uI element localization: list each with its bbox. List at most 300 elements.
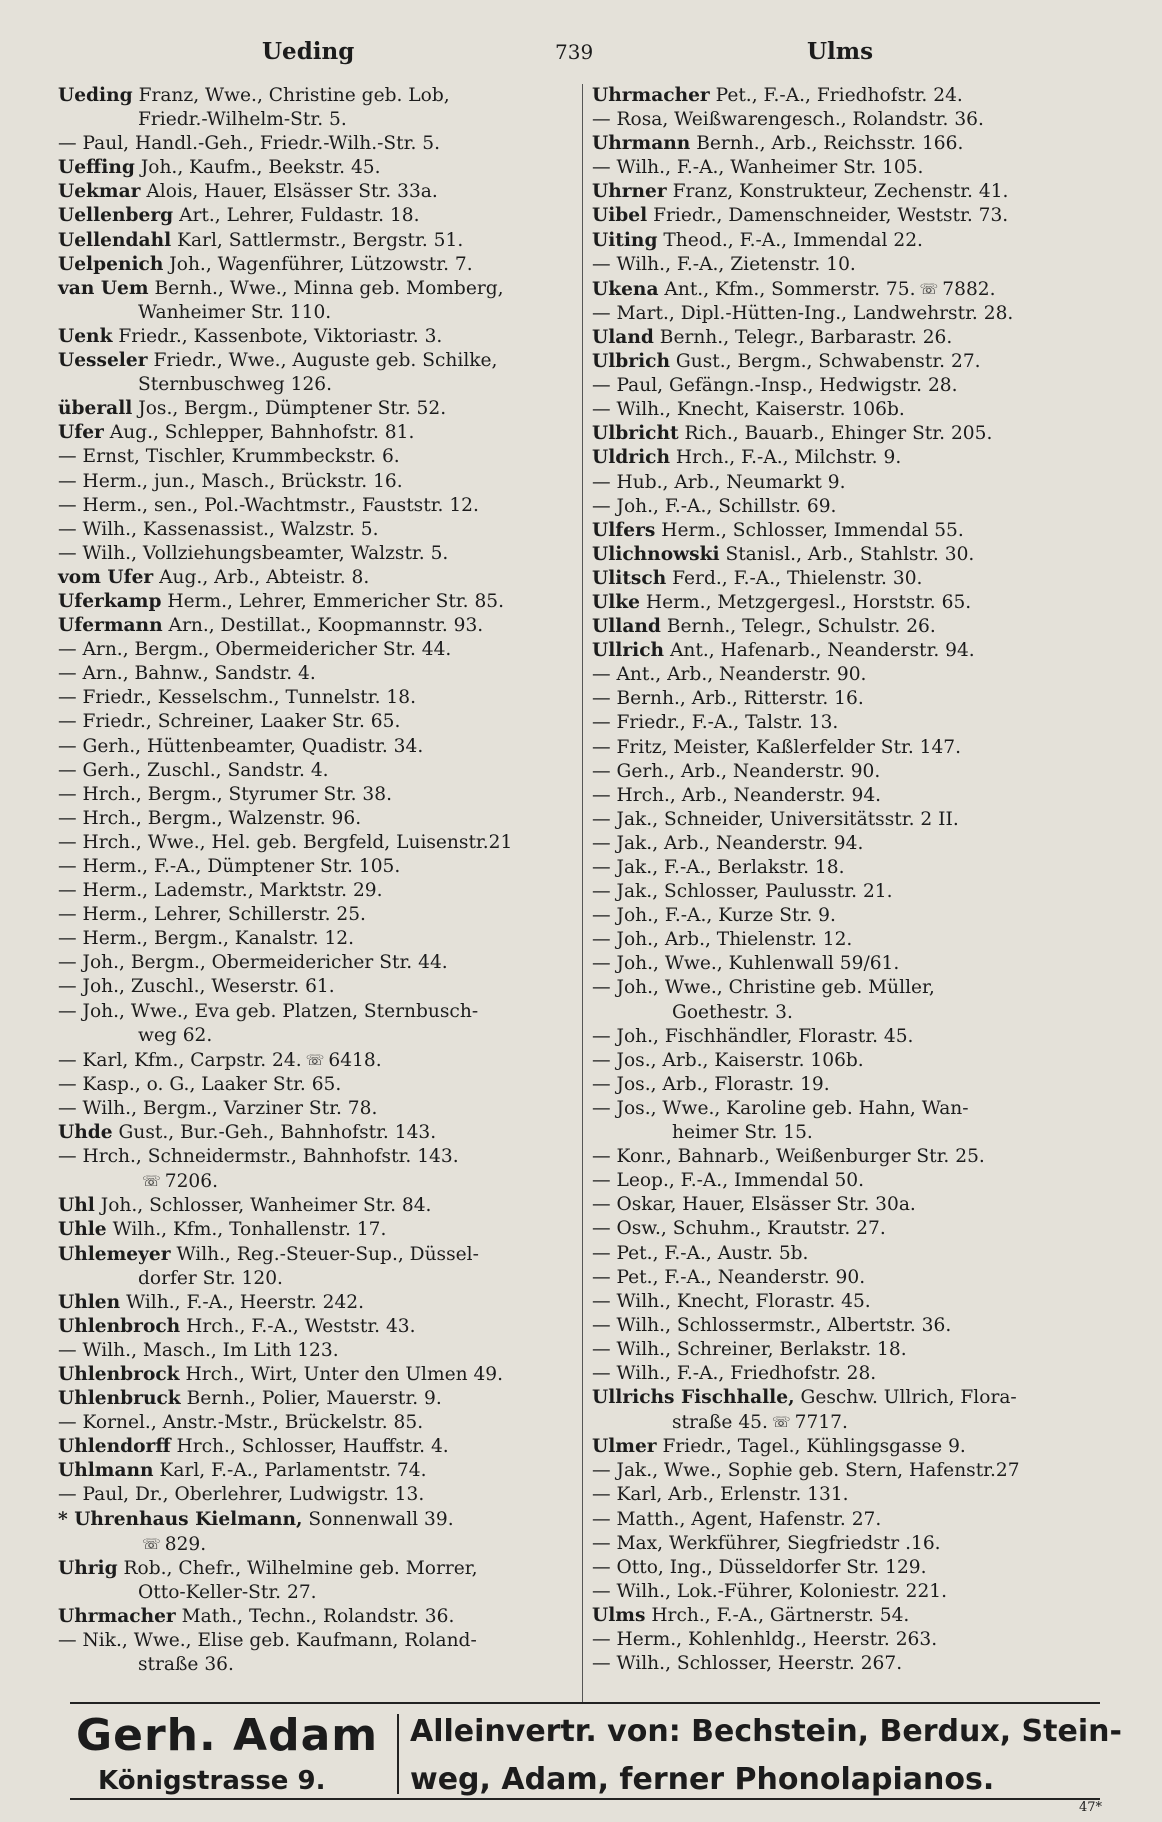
entry-text: Herm., Lehrer, Emmericher Str. 85. [167,590,505,612]
entry-text: — Mart., Dipl.-Hütten-Ing., Landwehrstr. 28. [592,302,1014,324]
entry-surname: * Uhrenhaus Kielmann, [58,1508,303,1530]
directory-entry [592,446,1117,470]
directory-entry [58,686,578,710]
entry-text: Ant., Kfm., Sommerstr. 75. [664,278,916,300]
entry-text: — Paul, Gefängn.-Insp., Hedwigstr. 28. [592,375,958,397]
entry-text: Joh., Schlosser, Wanheimer Str. 84. [100,1195,432,1217]
entry-surname: Ukena [592,278,659,300]
entry-text: — Hrch., Bergm., Styrumer Str. 38. [58,783,393,805]
directory-entry [592,663,1117,687]
directory-entry [58,1073,578,1097]
directory-entry [58,301,578,325]
entry-surname: Uhlemeyer [58,1243,171,1265]
entry-text: — Matth., Agent, Hafenstr. 27. [592,1508,882,1530]
entry-text: — Herm., Lademstr., Marktstr. 29. [58,880,383,902]
directory-entry [58,1411,578,1435]
telephone-number: 7206. [164,1171,218,1193]
entry-surname: Uhlenbrock [58,1363,180,1385]
directory-entry [592,784,1117,808]
directory-entry [592,1386,1117,1410]
directory-entry [592,1410,1117,1435]
entry-text: Ant., Hafenarb., Neanderstr. 94. [669,640,975,662]
directory-entry [592,976,1117,1000]
entry-text: Bernh., Telegr., Barbarastr. 26. [659,326,953,348]
directory-entry [592,1483,1117,1507]
directory-entry [58,1483,578,1507]
directory-entry [592,1097,1117,1121]
ad-line-1: Alleinvertr. von: Bechstein, Berdux, Stein- [410,1714,1122,1749]
directory-entry [58,1267,578,1291]
directory-entry [592,108,1117,132]
directory-entry [58,759,578,783]
directory-entry [58,614,578,638]
entry-surname: Ulfers [592,519,656,541]
entry-text: Sternbuschweg 126. [138,374,333,396]
directory-entry [592,132,1117,156]
directory-entry [592,928,1117,952]
directory-entry [592,591,1117,615]
entry-text: — Wilh., Bergm., Varziner Str. 78. [58,1097,378,1119]
directory-entry [592,350,1117,374]
entry-text: Hrch., F.-A., Gärtnerstr. 54. [651,1604,910,1626]
entry-surname: Ulitsch [592,567,667,589]
entry-text: — Pet., F.-A., Neanderstr. 90. [592,1266,866,1288]
directory-entry [58,1532,578,1557]
entry-text: — Hub., Arb., Neumarkt 9. [592,471,846,493]
entry-text: — Joh., Wwe., Kuhlenwall 59/61. [592,953,900,975]
directory-entry [592,1145,1117,1169]
directory-entry [58,542,578,566]
entry-surname: Uhrmacher [58,1605,176,1627]
directory-entry [592,229,1117,253]
directory-entry [592,1556,1117,1580]
directory-entry [58,566,578,590]
page-number: 739 [555,40,594,64]
entry-surname: Uhlenbroch [58,1315,181,1337]
entry-text: Sonnenwall 39. [308,1508,454,1530]
directory-entry [58,951,578,975]
entry-text: Hrch., F.-A., Milchstr. 9. [675,447,902,469]
entry-text: — Wilh., Schreiner, Berlakstr. 18. [592,1338,907,1360]
directory-entry [58,1605,578,1629]
entry-surname: van Uem [58,277,149,299]
telephone-icon: ☏ [305,1050,325,1069]
entry-text: Herm., Metzgergesl., Horststr. 65. [645,591,972,613]
entry-text: Friedr.-Wilhelm-Str. 5. [138,109,347,131]
entry-text: — Joh., Wwe., Eva geb. Platzen, Sternbusch- [58,1000,479,1022]
directory-entry [58,1387,578,1411]
telephone-icon: ☏ [919,279,939,298]
entry-text: — Hrch., Wwe., Hel. geb. Bergfeld, Luisenstr.21 [58,831,513,853]
directory-entry [58,277,578,301]
entry-text: Franz, Konstrukteur, Zechenstr. 41. [672,181,1009,203]
entry-surname: Uelpenich [58,253,164,275]
entry-text: — Jos., Wwe., Karoline geb. Hahn, Wan- [592,1097,969,1119]
entry-text: — Friedr., F.-A., Talstr. 13. [592,712,839,734]
directory-entry [592,326,1117,350]
entry-surname: Ulbricht [592,423,679,445]
entry-text: Ferd., F.-A., Thielenstr. 30. [672,567,923,589]
entry-text: Wilh., Kfm., Tonhallenstr. 17. [112,1219,387,1241]
entry-surname: überall [58,398,133,420]
directory-entry [58,1508,578,1532]
directory-entry [592,302,1117,326]
entry-text: Gust., Bergm., Schwabenstr. 27. [675,351,981,373]
entry-text: — Kornel., Anstr.-Mstr., Brückelstr. 85. [58,1412,424,1434]
directory-entry [58,1218,578,1242]
directory-entry [592,1193,1117,1217]
directory-entry [58,1581,578,1605]
entry-text: — Paul, Dr., Oberlehrer, Ludwigstr. 13. [58,1484,425,1506]
directory-entry [592,880,1117,904]
ad-bottom-rule [70,1798,1100,1800]
telephone-number: 829. [164,1533,207,1555]
entry-surname: Uhl [58,1195,95,1217]
entry-text: — Hrch., Bergm., Walzenstr. 96. [58,807,362,829]
telephone-icon: ☏ [142,1534,161,1553]
directory-entry [58,879,578,903]
entry-text: — Nik., Wwe., Elise geb. Kaufmann, Roland- [58,1630,477,1651]
directory-entry [592,904,1117,928]
entry-text: weg 62. [138,1024,213,1046]
directory-entry [592,1169,1117,1193]
directory-entry [592,1652,1117,1676]
entry-text: — Ant., Arb., Neanderstr. 90. [592,664,867,686]
entry-surname: vom Ufer [58,566,154,588]
directory-entry [58,807,578,831]
directory-entry [58,1363,578,1387]
directory-entry [592,1290,1117,1314]
entry-text: — Ernst, Tischler, Krummbeckstr. 6. [58,446,400,468]
entry-text: — Osw., Schuhm., Krautstr. 27. [592,1218,886,1240]
entry-text: — Friedr., Kesselschm., Tunnelstr. 18. [58,687,416,709]
entry-text: — Bernh., Arb., Ritterstr. 16. [592,688,864,710]
entry-surname: Uferkamp [58,590,162,612]
entry-surname: Uhlmann [58,1460,154,1482]
directory-entry [592,1532,1117,1556]
directory-entry [592,1314,1117,1338]
entry-text: — Joh., Fischhändler, Florastr. 45. [592,1025,914,1047]
entry-text: — Herm., jun., Masch., Brückstr. 16. [58,470,403,492]
entry-text: Wilh., F.-A., Heerstr. 242. [126,1291,365,1313]
entry-text: — Max, Werkführer, Siegfriedstr .16. [592,1532,941,1554]
entry-text: Friedr., Damenschneider, Weststr. 73. [653,205,1009,227]
telephone-number: 6418. [328,1049,382,1071]
entry-text: — Herm., F.-A., Dümptener Str. 105. [58,856,401,877]
entry-text: Stanisl., Arb., Stahlstr. 30. [725,543,975,565]
directory-entry [592,567,1117,591]
directory-entry [58,1435,578,1459]
entry-text: Goethestr. 3. [672,1001,793,1023]
directory-entry [592,1362,1117,1386]
entry-text: — Gerh., Hüttenbeamter, Quadistr. 34. [58,735,424,757]
entry-text: — Karl, Kfm., Carpstr. 24. [58,1049,302,1071]
directory-entry [592,808,1117,832]
entry-surname: Uhrig [58,1557,118,1579]
directory-entry [592,856,1117,880]
entry-text: — Kasp., o. G., Laaker Str. 65. [58,1073,342,1095]
directory-entry [58,1145,578,1169]
entry-text: Aug., Schlepper, Bahnhofstr. 81. [109,422,415,444]
entry-text: Math., Techn., Rolandstr. 36. [181,1605,455,1627]
entry-surname: Uibel [592,205,648,227]
directory-entry [58,1169,578,1194]
entry-surname: Uellendahl [58,229,172,251]
directory-entry [58,903,578,927]
directory-entry [592,1604,1117,1628]
directory-entry [592,1049,1117,1073]
directory-entry [592,253,1117,277]
directory-entry [592,615,1117,639]
directory-entry [58,1194,578,1218]
entry-surname: Uhrmacher [592,85,710,106]
directory-entry [58,710,578,734]
directory-entry [58,445,578,469]
directory-entry [592,736,1117,760]
entry-text: — Arn., Bahnw., Sandstr. 4. [58,663,316,685]
directory-entry [58,421,578,445]
directory-entry [592,156,1117,180]
directory-entry [58,1291,578,1315]
entry-text: — Wilh., Schlosser, Heerstr. 267. [592,1653,903,1675]
ad-line-2: weg, Adam, ferner Phonolapianos. [410,1762,995,1797]
directory-entry [58,1339,578,1363]
entry-text: — Hrch., Schneidermstr., Bahnhofstr. 143. [58,1146,459,1168]
entry-surname: Uhle [58,1219,107,1241]
directory-entry [58,229,578,253]
running-head-right: Ulms [807,38,874,65]
entry-surname: Uhlenbruck [58,1388,181,1410]
entry-text: Karl, Sattlermstr., Bergstr. 51. [177,229,464,251]
directory-entry [592,519,1117,543]
entry-text: Bernh., Wwe., Minna geb. Momberg, [154,277,504,299]
entry-text: straße 36. [138,1654,234,1676]
entry-text: — Fritz, Meister, Kaßlerfelder Str. 147. [592,736,962,758]
entry-surname: Ulland [592,616,661,638]
entry-surname: Ulke [592,591,640,613]
entry-text: Hrch., Wirt, Unter den Ulmen 49. [185,1363,504,1385]
telephone-icon: ☏ [142,1172,161,1191]
entry-text: Friedr., Tagel., Kühlingsgasse 9. [662,1436,966,1458]
entry-text: — Otto, Ing., Düsseldorfer Str. 129. [592,1556,927,1578]
entry-text: Theod., F.-A., Immendal 22. [663,229,923,251]
directory-entry [58,518,578,542]
entry-text: Gust., Bur.-Geh., Bahnhofstr. 143. [118,1122,437,1144]
directory-entry [592,543,1117,567]
directory-entry [58,373,578,397]
entry-surname: Ulbrich [592,351,670,373]
entry-text: — Jak., Wwe., Sophie geb. Stern, Hafenstr.27 [592,1460,1020,1482]
left-column [58,84,578,1677]
entry-surname: Uhrmann [592,133,691,155]
directory-entry [58,349,578,373]
entry-text: Rob., Chefr., Wilhelmine geb. Morrer, [123,1557,478,1579]
entry-text: — Joh., F.-A., Kurze Str. 9. [592,905,836,927]
directory-entry [592,639,1117,663]
signature-mark: 47* [1078,1800,1102,1815]
entry-text: Joh., Kaufm., Beekstr. 45. [140,157,381,179]
entry-text: Bernh., Arb., Reichsstr. 166. [696,133,964,155]
entry-text: — Joh., F.-A., Schillstr. 69. [592,495,837,517]
entry-text: — Wilh., Masch., Im Lith 123. [58,1339,339,1361]
entry-surname: Ufer [58,422,104,444]
entry-text: — Konr., Bahnarb., Weißenburger Str. 25. [592,1146,985,1168]
entry-surname: Uhlen [58,1291,121,1313]
directory-entry [592,180,1117,204]
entry-text: — Gerh., Zuschl., Sandstr. 4. [58,759,329,781]
entry-text: Pet., F.-A., Friedhofstr. 24. [715,85,963,106]
entry-text: Bernh., Telegr., Schulstr. 26. [666,616,936,638]
entry-text: — Wilh., Lok.-Führer, Koloniestr. 221. [592,1580,948,1602]
entry-text: straße 45. [672,1412,768,1434]
directory-entry [58,1121,578,1145]
directory-entry [592,1266,1117,1290]
directory-entry [592,1073,1117,1097]
entry-surname: Uhde [58,1122,113,1144]
entry-text: — Wilh., F.-A., Wanheimer Str. 105. [592,157,924,179]
entry-text: dorfer Str. 120. [138,1267,283,1289]
directory-entry [58,662,578,686]
entry-text: — Joh., Wwe., Christine geb. Müller, [592,977,935,999]
entry-text: Art., Lehrer, Fuldastr. 18. [179,205,420,227]
entry-text: — Leop., F.-A., Immendal 50. [592,1170,865,1192]
telephone-number: 7717. [794,1412,848,1434]
directory-entry [592,1001,1117,1025]
entry-surname: Uellenberg [58,205,174,227]
entry-surname: Ulms [592,1604,646,1626]
directory-entry [58,84,578,108]
entry-surname: Uenk [58,325,113,347]
entry-surname: Uldrich [592,447,670,469]
directory-entry [592,374,1117,398]
directory-entry [592,422,1117,446]
directory-entry [592,84,1117,108]
directory-entry [58,204,578,228]
directory-entry [592,1217,1117,1241]
entry-text: Franz, Wwe., Christine geb. Lob, [138,85,450,106]
directory-entry [58,1243,578,1267]
entry-text: heimer Str. 15. [672,1122,813,1144]
entry-text: — Hrch., Arb., Neanderstr. 94. [592,784,882,806]
directory-entry [592,760,1117,784]
directory-entry [592,687,1117,711]
entry-text: — Karl, Arb., Erlenstr. 131. [592,1484,849,1506]
entry-text: Aug., Arb., Abteistr. 8. [159,566,370,588]
directory-entry [58,1000,578,1024]
entry-surname: Uhlendorff [58,1436,171,1458]
entry-text: — Herm., Bergm., Kanalstr. 12. [58,928,355,950]
entry-text: — Jak., Arb., Neanderstr. 94. [592,832,864,854]
telephone-icon: ☏ [771,1413,791,1432]
directory-entry [58,180,578,204]
column-divider [582,84,583,1702]
entry-text: — Wilh., Vollziehungsbeamter, Walzstr. 5. [58,542,449,564]
entry-text: — Pet., F.-A., Austr. 5b. [592,1242,809,1264]
directory-entry [592,1580,1117,1604]
entry-text: — Rosa, Weißwarengesch., Rolandstr. 36. [592,109,984,131]
directory-entry [58,855,578,879]
entry-text: — Jak., Schlosser, Paulusstr. 21. [592,881,893,903]
entry-text: — Wilh., Knecht, Kaiserstr. 106b. [592,399,905,421]
entry-text: — Jos., Arb., Kaiserstr. 106b. [592,1049,864,1071]
entry-surname: Ullrichs Fischhalle, [592,1387,795,1409]
telephone-number: 7882. [942,278,996,300]
directory-entry [58,132,578,156]
entry-surname: Uesseler [58,350,148,372]
entry-text: Otto-Keller-Str. 27. [138,1581,317,1603]
directory-entry [58,470,578,494]
directory-entry [592,1435,1117,1459]
directory-entry [592,952,1117,976]
entry-text: — Jak., F.-A., Berlakstr. 18. [592,857,845,878]
entry-text: Arn., Destillat., Koopmannstr. 93. [168,615,484,637]
entry-text: — Joh., Zuschl., Weserstr. 61. [58,976,335,998]
entry-text: Hrch., F.-A., Weststr. 43. [186,1315,416,1337]
entry-text: Karl, F.-A., Parlamentstr. 74. [159,1460,427,1482]
directory-entry [58,1653,578,1677]
directory-entry [58,1629,578,1653]
directory-entry [58,1459,578,1483]
entry-text: Herm., Schlosser, Immendal 55. [661,519,964,541]
entry-text: Geschw. Ullrich, Flora- [800,1387,1017,1409]
directory-entry [592,1459,1117,1483]
entry-text: Hrch., Schlosser, Hauffstr. 4. [176,1436,449,1458]
ad-address: Königstrasse 9. [98,1766,326,1796]
entry-text: Joh., Wagenführer, Lützowstr. 7. [169,253,473,275]
directory-entry [592,1338,1117,1362]
entry-text: Rich., Bauarb., Ehinger Str. 205. [684,423,993,445]
entry-text: Alois, Hauer, Elsässer Str. 33a. [146,181,438,203]
entry-text: — Arn., Bergm., Obermeidericher Str. 44. [58,639,452,661]
directory-entry [58,590,578,614]
entry-text: Friedr., Kassenbote, Viktoriastr. 3. [118,325,443,347]
entry-text: — Oskar, Hauer, Elsässer Str. 30a. [592,1194,916,1216]
directory-entry [58,397,578,421]
directory-entry [58,783,578,807]
entry-surname: Ufermann [58,615,163,637]
entry-text: — Herm., Kohlenhldg., Heerstr. 263. [592,1629,938,1650]
entry-text: — Herm., sen., Pol.-Wachtmstr., Fauststr. 12. [58,494,479,516]
entry-text: — Wilh., Kassenassist., Walzstr. 5. [58,518,379,540]
directory-entry [58,1024,578,1048]
entry-text: Wanheimer Str. 110. [138,301,332,323]
entry-text: — Joh., Bergm., Obermeidericher Str. 44. [58,952,448,974]
directory-entry [592,204,1117,228]
directory-entry [58,638,578,662]
directory-entry [58,1097,578,1121]
entry-surname: Ulichnowski [592,543,720,565]
directory-entry [592,398,1117,422]
directory-entry [58,735,578,759]
directory-entry [592,1025,1117,1049]
directory-entry [58,975,578,999]
entry-surname: Ueding [58,85,133,106]
directory-entry [58,831,578,855]
running-head-left: Ueding [262,38,355,65]
right-column [592,84,1117,1676]
entry-text: — Friedr., Schreiner, Laaker Str. 65. [58,711,401,733]
directory-entry [58,494,578,518]
entry-text: — Paul, Handl.-Geh., Friedr.-Wilh.-Str. 5. [58,133,441,155]
entry-text: — Wilh., F.-A., Zietenstr. 10. [592,253,856,275]
entry-surname: Uland [592,326,654,348]
entry-text: Friedr., Wwe., Auguste geb. Schilke, [153,350,498,372]
directory-entry [592,1121,1117,1145]
directory-entry [592,1242,1117,1266]
entry-text: Jos., Bergm., Dümptener Str. 52. [138,398,447,420]
entry-text: — Joh., Arb., Thielenstr. 12. [592,929,853,951]
entry-text: — Herm., Lehrer, Schillerstr. 25. [58,904,366,926]
